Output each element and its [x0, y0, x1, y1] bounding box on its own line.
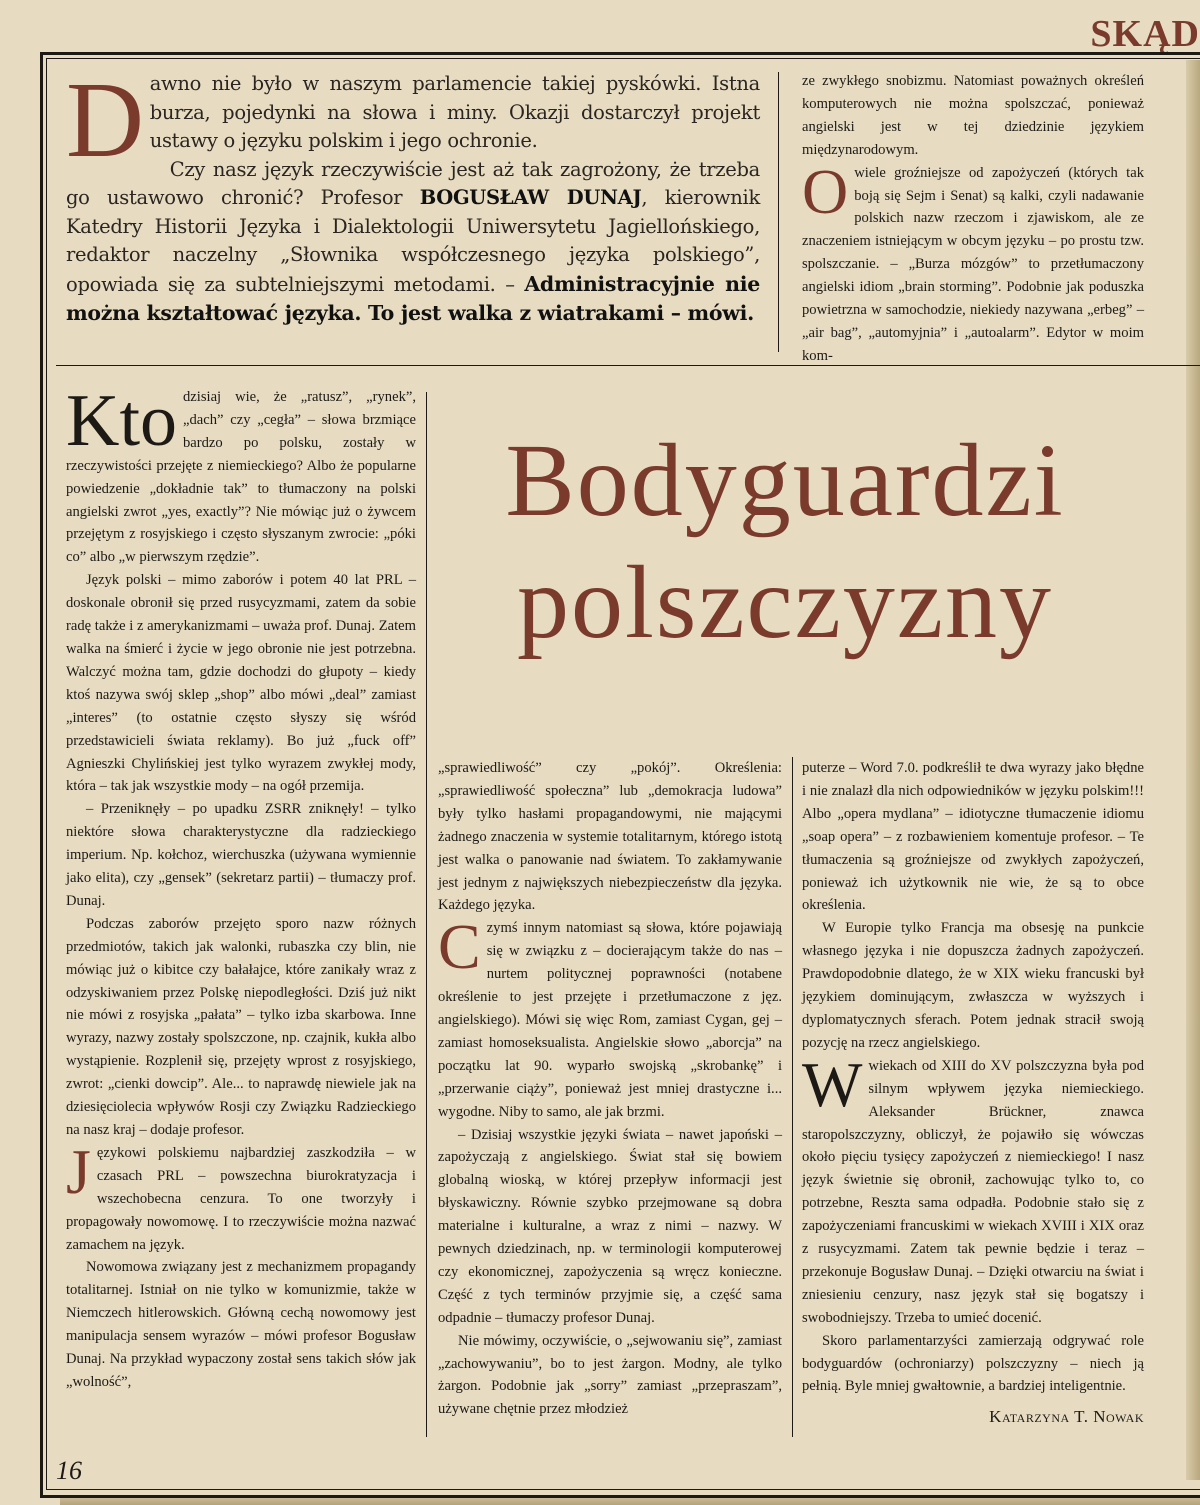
- intro-paragraph-2a: Czy nasz język rzeczywiście jest aż tak zagrożony, że trzeba go ustawowo chronić? Profesor: [66, 157, 760, 209]
- intro-quote: Administracyjnie nie można kształtować języka. To jest walka z wiatrakami – mówi.: [66, 271, 760, 325]
- middle-paragraph-3: – Dzisiaj wszystkie języki świata – nawet japoński – zapożyczają z angielskiego. Świat stał się bowiem globalną wioską, w której przepływ informacji jest błyskawiczny. Równie szybko przejmowane są dobra materialne i kulturalne, a wraz z nimi – nazwy. W pewnych dziedzinach, np. w terminologii komputerowej czy ekonomicznej, zapożyczenia są wręcz konieczne. Część z tych terminów przyjmie się, a część sama odpadnie – tłumaczy profesor Dunaj.: [438, 1126, 782, 1326]
- section-label: SKĄD: [1090, 13, 1200, 55]
- right-paragraph-1: puterze – Word 7.0. podkreślił te dwa wyrazy jako błędne i nie znalazł dla nich odpowiedników w języku polskim!!! Albo „opera mydlana” – idiotyczne tłumaczenie idiomu „soap opera” – z rozbawieniem komentuje profesor. – Te tłumaczenia są groźniejsze od zwykłych zapożyczeń, ponieważ ich użytkownik nie wie, że są to obce określenia.: [802, 760, 1144, 914]
- left-paragraph-1: dzisiaj wie, że „ratusz”, „rynek”, „dach” czy „cegła” – słowa brzmiące bardzo po polsku, zostały w rzeczywistości przejęte z niemieckiego? Albo że popularne powiedzenie „dokładnie tak” to tłumaczony na polski angielski zwrot „yes, exactly”? Nie mówiąc już o żywcem przejętym z rosyjskiego i często słyszanym zwrocie: „póki co” albo „w pierwszym rzędzie”.: [66, 389, 416, 566]
- j-dropcap: J: [66, 1135, 91, 1207]
- middle-paragraph-1: „sprawiedliwość” czy „pokój”. Określenia: „sprawiedliwość społeczna” lub „demokracja ludowa” były tylko hasłami propagandowymi, nie mającymi żadnego znaczenia w systemie totalitarnym, którego istotą jest walka o panowanie nad światem. To zakłamywanie jest jednym z największych niebezpieczeństw dla języka. Każdego języka.: [438, 760, 782, 914]
- left-paragraph-5: ęzykowi polskiemu najbardziej zaszkodziła – w czasach PRL – powszechna biurokratyzacja i wszechobecna cenzura. To one tworzyły i propagowały nowomowę. I to rzeczywiście można nazwać zamachem na język.: [66, 1144, 416, 1253]
- middle-paragraph-2: zymś innym natomiast są słowa, które pojawiają się w związku z – docierającym także do nas – nurtem politycznej poprawności (notabene określenie to jest przejęte i przetłumaczone z jęz. angielskiego). Mówi się więc Rom, zamiast Cygan, gej – zamiast homoseksualista. Angielskie słowo „aborcja” na początku lat 90. wyparło swojską „skrobankę” i „przerwanie ciąży”, ponieważ jest mniej drastyczne i... wygodne. Niby to samo, ale jak brzmi.: [438, 920, 782, 1120]
- intro-paragraph-1: awno nie było w naszym parlamencie takiej pyskówki. Istna burza, pojedynki na słowa i miny. Okazji dostarczył projekt ustawy o języku polskim i jego ochronie.: [149, 72, 760, 152]
- title-line-1: Bodyguardzi: [505, 423, 1065, 538]
- right-paragraph-4: Skoro parlamentarzyści zamierzają odgrywać role bodyguardów (ochroniarzy) polszczyzny – niech ją pełnią. Byle mniej gwałtownie, a bardziej inteligentnie.: [802, 1332, 1144, 1395]
- c-dropcap: C: [438, 911, 481, 983]
- w-dropcap: W: [802, 1048, 863, 1120]
- left-paragraph-2: Język polski – mimo zaborów i potem 40 lat PRL – doskonale obronił się przed rusycyzmami, zatem da sobie radę także i z amerykanizmami – uważa prof. Dunaj. Zatem walka na śmierć i życie w jego obronie nie jest potrzebna. Walczyć można tam, gdzie dochodzi do głupoty – kiedy ktoś nazywa swój sklep „shop” albo mówi „deal” zamiast „interes” (to ostatnie często słyszy się wśród przedstawicieli świata reklamy). Bo już „fuck off” Agnieszki Chylińskiej jest tylko wyrazem zwykłej mody, która – tak jak wszystkie mody – na ogół przemija.: [66, 572, 416, 795]
- right-paragraph-2: W Europie tylko Francja ma obsesję na punkcie własnego języka i nie dopuszcza żadnych zapożyczeń. Prawdopodobnie dlatego, że w XIX wieku francuski był językiem dominującym, zwłaszcza w wyższych i dyplomatycznych sferach. Potem jednak stracił swoją pozycję na rzecz angielskiego.: [802, 920, 1144, 1051]
- left-paragraph-3: – Przeniknęły – po upadku ZSRR zniknęły! – tylko niektóre słowa charakterystyczne dla radzieckiego imperium. Np. kołchoz, wierchuszka (używana wymiennie jako elita), czy „gensek” (sekretarz partii) – tłumaczy prof. Dunaj.: [66, 801, 416, 909]
- page-number: 16: [56, 1456, 82, 1485]
- professor-name: BOGUSŁAW DUNAJ: [419, 186, 642, 209]
- left-paragraph-6: Nowomowa związany jest z mechanizmem propagandy totalitarnej. Istniał on nie tylko w komunizmie, także w Niemczech hitlerowskich. Główną cechą nowomowy jest manipulacja sensem wyrazów – mówi profesor Bogusław Dunaj. Na przykład wypaczony został sens takich słów jak „wolność”,: [66, 1259, 416, 1390]
- middle-column-rule: [792, 757, 793, 1437]
- right-paragraph-3: wiekach od XIII do XV polszczyzna była pod silnym wpływem języka niemieckiego. Aleksander Brückner, znawca staropolszczyzny, obliczył, że pojawiło się wówczas około pięciu tysięcy zapożyczeń z niemieckiego! I nasz język świetnie się obronił, zachowując tylko to, co potrzebne, Reszta sama odpadła. Podobnie stało się z zapożyczeniami francuskimi w wiekach XVIII i XIX oraz z rusycyzmami. Zatem tak pewnie będzie i teraz – przekonuje Bogusław Dunaj. – Dzięki otwarciu na świat i zniesieniu cenzury, nasz język stał się bogatszy i swobodniejszy. Trzeba to umieć docenić.: [802, 1057, 1144, 1326]
- title-line-2: polszczyzny: [516, 545, 1053, 660]
- intro-dropcap: D: [66, 61, 144, 180]
- kto-dropcap: Kto: [66, 380, 177, 462]
- article-title: [430, 420, 1140, 664]
- right-column: [802, 757, 1144, 1429]
- intro-bottom-rule: [56, 365, 1200, 366]
- intro-lead: [66, 61, 760, 329]
- intro-column-rule: [778, 72, 779, 352]
- right-top-paragraph-2: wiele groźniejsze od zapożyczeń (których tak boją się Sejm i Senat) są kalki, czyli nadawanie polskich nazw rzeczom i zjawiskom, ale ze znaczeniem istniejącym w obcym języku – po prostu tzw. spolszczanie. – „Burza mózgów” to przetłumaczony angielski idiom „brain storming”. Podobnie jak poduszka powietrzna w samochodzie, niekiedy nazywana „erbeg” – „air bag”, „automyjnia” i „autoalarm”. Edytor w moim kom-: [802, 164, 1144, 364]
- intro-paragraph-2b: , kierownik Katedry Historii Języka i Dialektologii Uniwersytetu Jagiellońskiego, redaktor naczelny „Słownika współczesnego języka polskiego”, opowiada się za subtelniejszymi metodami. –: [66, 186, 760, 296]
- author-signature: Katarzyna T. Nowak: [989, 1407, 1144, 1427]
- middle-column: [438, 757, 782, 1421]
- right-top-column: [802, 70, 1144, 368]
- right-top-dropcap: O: [802, 155, 849, 227]
- middle-paragraph-4: Nie mówimy, oczywiście, o „sejwowaniu się”, zamiast „zachowywaniu”, bo to jest żargon. Modny, ale tylko żargon. Podobnie jak „sorry” zamiast „przepraszam”, używane chętnie przez młodzież: [438, 1332, 782, 1418]
- left-column: [66, 380, 416, 1394]
- right-top-paragraph-1: ze zwykłego snobizmu. Natomiast poważnych określeń komputerowych nie można spolszczać, ponieważ angielski jest w tej dziedzinie językiem międzynarodowym.: [802, 73, 1144, 158]
- left-column-rule: [426, 392, 427, 1437]
- left-paragraph-4: Podczas zaborów przejęto sporo nazw różnych przedmiotów, takich jak walonki, rubaszka czy blin, nie mówiąc już o kibitce czy bałałajce, które zanikały wraz z odzyskiwaniem przez Polskę niepodległości. Dziś już nikt nie mówi z rosyjska „pałata” – tylko izba skarbowa. Inne wyrazy, nazwy zostały spolszczone, np. czajnik, kukła albo wystąpienie. Rozplenił się, przejęty wprost z rosyjskiego, zwrot: „cienki dowcip”. Ale... to naprawdę niewiele jak na dziesięciolecia wpływów Rosji czy Związku Radzieckiego na nasz kraj – dodaje profesor.: [66, 915, 416, 1138]
